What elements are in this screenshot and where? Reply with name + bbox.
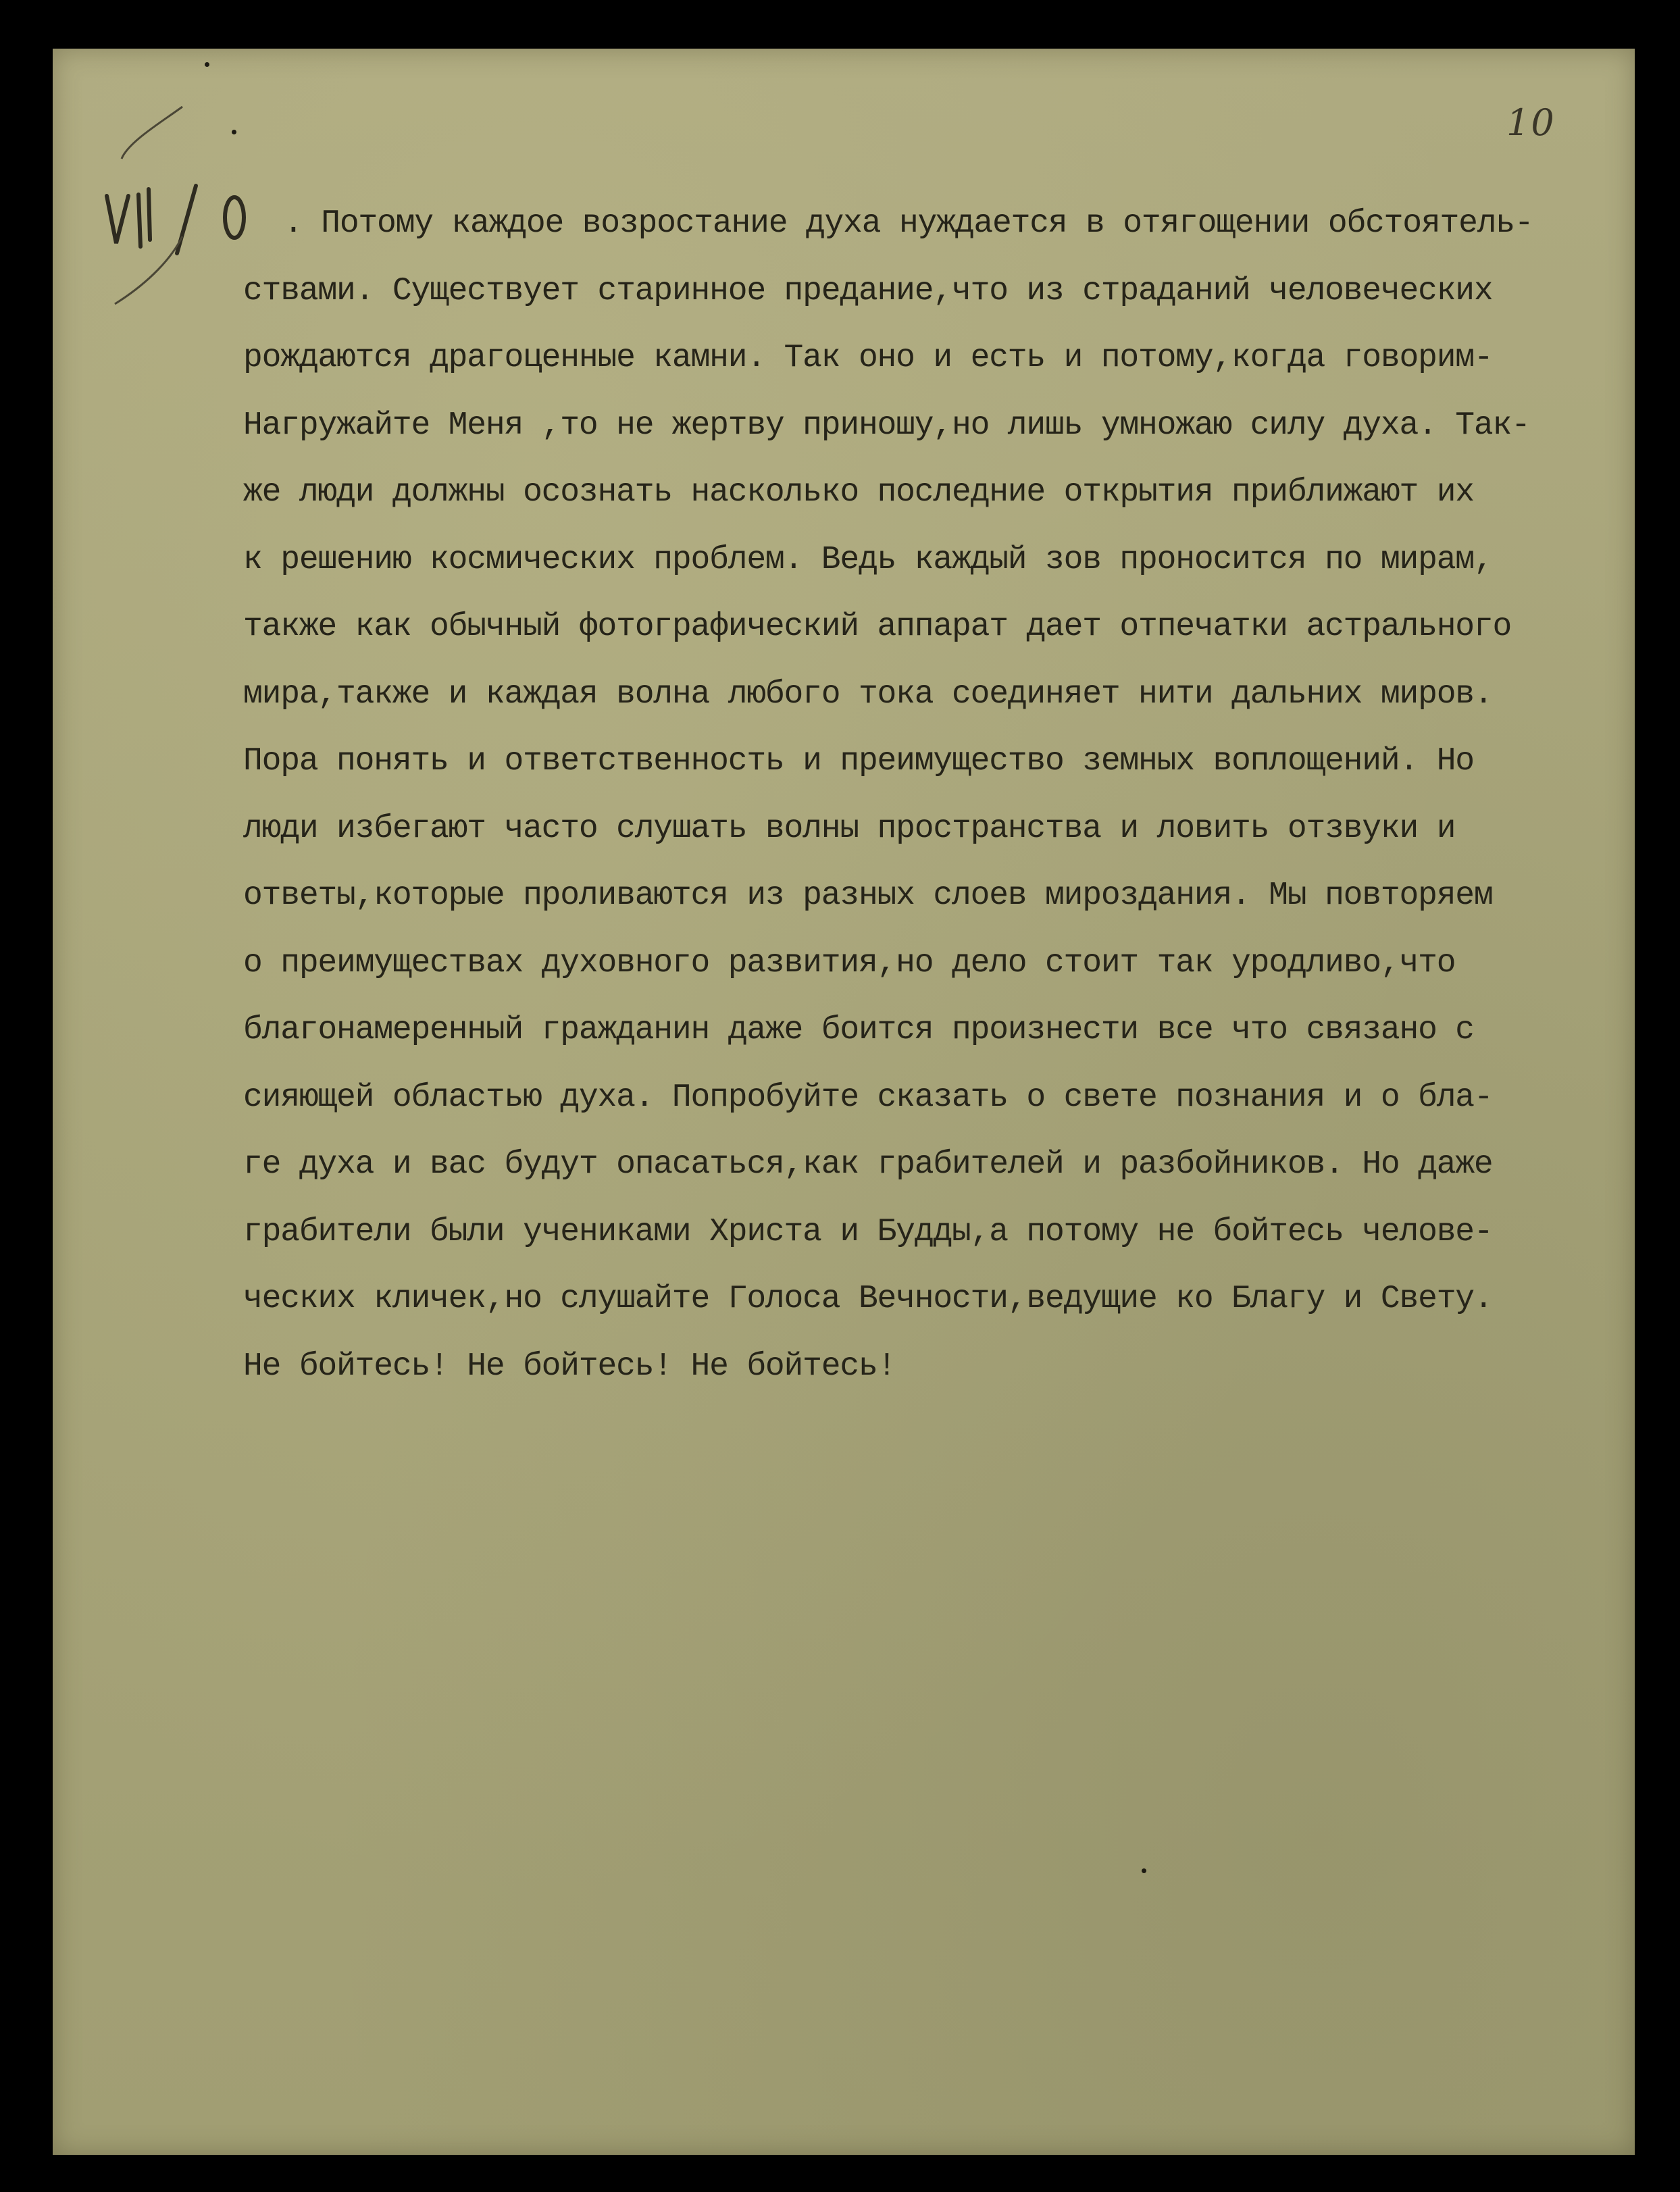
pencil-annotation-icon (101, 101, 263, 324)
ink-speck (1142, 1868, 1146, 1873)
text-line: грабители были учениками Христа и Будды,а потому не бойтесь челове- (243, 1213, 1493, 1250)
text-line: ствами. Существует старинное предание,что из страданий человеческих (243, 272, 1493, 309)
text-line: благонамеренный гражданин даже боится произнести все что связано с (243, 1012, 1474, 1048)
text-line: сияющей областью духа. Попробуйте сказать о свете познания и о бла- (243, 1079, 1493, 1116)
text-line: ответы,которые проливаются из разных слоев мироздания. Мы повторяем (243, 877, 1493, 914)
text-line: мира,также и каждая волна любого тока соединяет нити дальних миров. (243, 676, 1493, 713)
text-line: также как обычный фотографический аппарат дает отпечатки астрального (243, 609, 1512, 645)
text-line: Не бойтесь! Не бойтесь! Не бойтесь! (243, 1348, 896, 1385)
ink-speck (232, 130, 236, 134)
text-line: же люди должны осознать насколько последние открытия приближают их (243, 474, 1474, 511)
ink-speck (205, 62, 209, 67)
text-line: Нагружайте Меня ,то не жертву приношу,но лишь умножаю силу духа. Так- (243, 407, 1530, 444)
text-line: ге духа и вас будут опасаться,как грабителей и разбойников. Но даже (243, 1146, 1493, 1183)
typed-text-body (243, 190, 1635, 1400)
text-line: рождаются драгоценные камни. Так оно и есть и потому,когда говорим- (243, 340, 1493, 376)
text-line: к решению космических проблем. Ведь каждый зов проносится по мирам, (243, 541, 1493, 578)
text-line: ческих кличек,но слушайте Голоса Вечности,ведущие ко Благу и Свету. (243, 1281, 1493, 1317)
text-line: . Потому каждое возростание духа нуждается в отягощении обстоятель- (284, 205, 1533, 242)
text-line: люди избегают часто слушать волны пространства и ловить отзвуки и (243, 810, 1456, 847)
text-line: Пора понять и ответственность и преимущество земных воплощений. Но (243, 743, 1474, 780)
page-number: 10 (1506, 101, 1556, 144)
text-line: о преимуществах духовного развития,но дело стоит так уродливо,что (243, 944, 1456, 982)
margin-handwritten-mark (101, 101, 263, 324)
